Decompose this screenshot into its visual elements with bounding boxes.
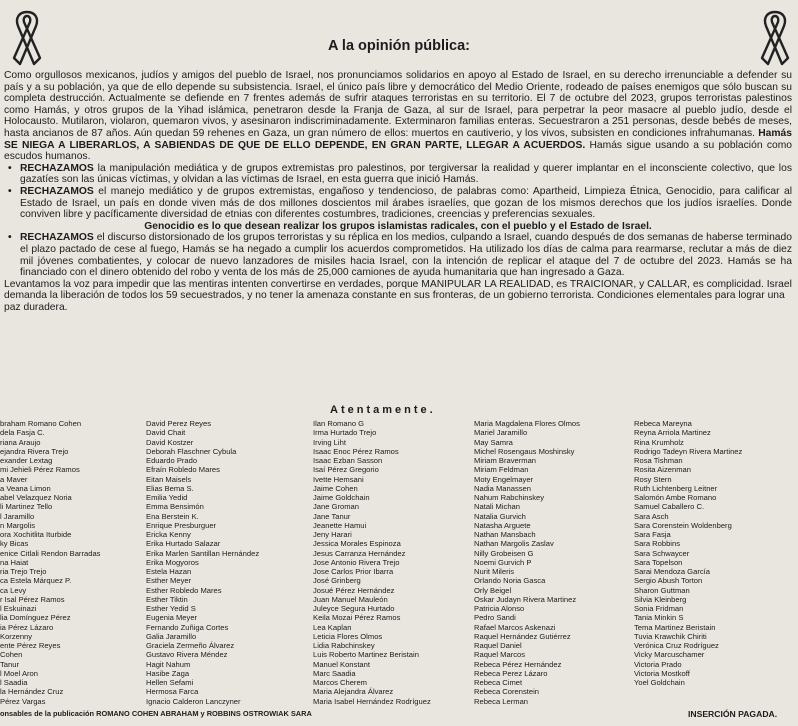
signatory-name: Deborah Flaschner Cybula bbox=[146, 446, 237, 456]
signatory-name: Noemi Gurvich P bbox=[474, 557, 532, 567]
signatory-name: David Perez Reyes bbox=[146, 419, 211, 428]
signatory-name: Jose Antonio Rivera Trejo bbox=[313, 557, 400, 567]
signatory-name: Lidia Rabchinskey bbox=[313, 641, 375, 650]
signatory-name: Rebeca Perez Lázaro bbox=[474, 668, 548, 678]
signatory-name: Samuel Caballero C. bbox=[634, 502, 705, 512]
signatory-name: Verónica Cruz Rodríguez bbox=[634, 641, 719, 650]
signatory-name: Cohen bbox=[0, 650, 23, 660]
signatory-name: l Moel Aron bbox=[0, 668, 38, 678]
signatory-name: Sara Asch bbox=[634, 511, 669, 521]
signatory-name: Emma Bensimón bbox=[146, 502, 204, 512]
signatory-name: braham Romano Cohen bbox=[0, 419, 82, 428]
signatory-name: Eugenia Meyer bbox=[146, 613, 198, 623]
signatory-name: a Maver bbox=[0, 474, 28, 484]
signatory-name: Isaí Pérez Gregorio bbox=[313, 465, 379, 475]
signatory-name: Tuvia Krawchik Chiriti bbox=[634, 631, 707, 641]
signatory-name: Tania Minkin S bbox=[634, 613, 684, 623]
signatory-name: Manuel Konstant bbox=[313, 659, 370, 669]
signatory-name: ora Xochitlita Iturbide bbox=[0, 530, 72, 539]
signatory-name: Jaime Cohen bbox=[313, 483, 358, 493]
signatory-name: Nurit Mileris bbox=[474, 567, 515, 576]
signatory-name: Nathan Margolis Zaslav bbox=[474, 539, 554, 549]
signature-column-1 bbox=[0, 419, 100, 706]
signatory-name: Sarai Mendoza García bbox=[634, 567, 710, 576]
intro-end-text: Hamás sigue usando a su población como escudos humanos. bbox=[4, 139, 792, 163]
signatory-name: Raquel Daniel bbox=[474, 641, 522, 650]
signatory-name: la Hernández Cruz bbox=[0, 687, 64, 697]
signatory-name: Tema Martinez Beristain bbox=[634, 622, 716, 632]
signatory-name: n Margolis bbox=[0, 520, 36, 530]
signatory-name: ria Trejo Trejo bbox=[0, 567, 47, 576]
signatory-name: Rodrigo Tadeyn Rivera Martinez bbox=[634, 446, 743, 456]
signatory-name: Nadia Manassen bbox=[474, 483, 531, 493]
signatory-name: Irving Liht bbox=[313, 437, 346, 447]
intro-text: Como orgullosos mexicanos, judíos y amigos del pueblo de Israel, nos pronunciamos solidarios en apoyo al Estado de Israel, en su derecho irrenunciable a defender su país y a su población, ya que de ello depende su subsistencia. Israel, el único país libre y democrático del Medio Oriente, rodeado de países enemigos que sólo buscan su completa destrucción. Actualmente se defiende en 7 frentes además de sufrir ataques terroristas en su territorio. El 7 de octubre del 2023, grupos terroristas palestinos como Hamás, y otros grupos de la Yihad islámica, penetraron desde la Franja de Gaza, al sur de Israel, para perpetrar la peor masacre al pueblo judío, desde el Holocausto. Mutilaron, violaron, quemaron vivos, y asesinaron indiscriminadamente. Exterminaron familias enteras. Secuestraron a 251 personas, desde bebés de meses, hasta ancianos de 87 años. Aún quedan 59 rehenes en Gaza, un gran número de ellos: muertos en cautiverio, y los vivos, subsisten en condiciones infrahumanas. bbox=[4, 70, 792, 139]
signatory-name: Miriam Feldman bbox=[474, 465, 529, 475]
signatory-name: Marc Saadia bbox=[313, 668, 356, 678]
signatory-name: Juan Manuel Mauleón bbox=[313, 594, 388, 604]
signatory-name: ia Pérez Lázaro bbox=[0, 622, 54, 632]
signatory-name: Marcos Cherem bbox=[313, 678, 368, 687]
rejection-item-3: • RECHAZAMOS el discurso distorsionado de los grupos terroristas y su réplica en los medios, culpando a Israel, cuando después de dos semanas de haberse terminado el plazo pactado de cese al fuego, Hamás se ha negado a cumplir los acuerdos comprometidos. Ha utilizado los días de calma para rearmarse, reclutar a más de diez mil jóvenes combatientes, y colocar de nuevo lanzadores de misiles hacia Israel, con la intención de replicar el ataque del 7 de octubre del 2023. Hamás se ha financiado con el dinero obtenido del robo y venta de los más de 25,000 camiones de ayuda humanitaria que han ingresado a Gaza. bbox=[8, 232, 792, 279]
signatory-name: Nathan Mansbach bbox=[474, 530, 536, 539]
signatory-name: Efraín Robledo Mares bbox=[146, 465, 220, 475]
signatory-name: David Kostzer bbox=[146, 437, 194, 447]
signatory-name: Silvia Kleinberg bbox=[634, 594, 687, 604]
signatory-name: Ruth Lichtenberg Leitner bbox=[634, 483, 718, 493]
signatory-name: ente Pérez Reyes bbox=[0, 641, 61, 650]
signatory-name: Rosy Stern bbox=[634, 474, 672, 484]
signatory-name: Fernando Zuñiga Cortes bbox=[146, 622, 229, 632]
signatory-name: Jose Carlos Prior Ibarra bbox=[313, 567, 394, 576]
signatory-name: Rebeca Corenstein bbox=[474, 687, 540, 697]
signatory-name: Sara Schwaycer bbox=[634, 548, 690, 558]
publication-credit: onsables de la publicación ROMANO COHEN ABRAHAM y ROBBINS OSTROWIAK SARA bbox=[0, 709, 312, 718]
rejection-lead: RECHAZAMOS bbox=[20, 185, 94, 197]
signatory-name: Erika Marlen Santillan Hernández bbox=[146, 548, 260, 558]
signatory-name: Sara Corenstein Woldenberg bbox=[634, 520, 732, 530]
page-title: A la opinión pública: bbox=[327, 38, 471, 54]
signatory-name: ky Bicas bbox=[0, 539, 29, 549]
signatory-name: Jaime Goldchain bbox=[313, 493, 370, 502]
signatory-name: Natasha Arguete bbox=[474, 520, 531, 530]
signatory-name: Esther Meyer bbox=[146, 576, 192, 586]
intro-paragraph bbox=[4, 70, 792, 163]
signature-column-4 bbox=[474, 419, 580, 706]
signatory-name: Erika Mogyoros bbox=[146, 557, 199, 567]
signatory-name: Jessica Morales Espinoza bbox=[313, 539, 401, 549]
rejection-text: el discurso distorsionado de los grupos terroristas y su réplica en los medios, culpando a Israel, cuando después de dos semanas de haberse terminado el plazo pactado de cese al fuego, Hamás se ha negado a cumplir los acuerdos comprometidos. Ha utilizado los días de calma para rearmarse, reclutar a más de diez mil jóvenes combatientes, y colocar de nuevo lanzadores de misiles hacia Israel, con la intención de replicar el ataque del 7 de octubre del 2023. Hamás se ha financiado con el dinero obtenido del robo y venta de los más de 25,000 camiones de ayuda humanitaria que han ingresado a Gaza. bbox=[20, 232, 792, 279]
signatory-name: May Samra bbox=[474, 437, 513, 447]
signatory-name: Elias Bema S. bbox=[146, 483, 194, 493]
signatory-name: na Haiat bbox=[0, 557, 29, 567]
signatory-name: Ignacio Calderon Lanczyner bbox=[146, 696, 241, 706]
signatory-name: Ilan Romano G bbox=[313, 419, 365, 428]
signatory-name: Salomón Ambe Romano bbox=[634, 493, 717, 502]
signature-column-2 bbox=[146, 419, 259, 706]
signatory-name: Jeny Harari bbox=[313, 530, 352, 539]
intro-bold-text: Hamás SE NIEGA A LIBERARLOS, A SABIENDAS DE QUE DE ELLO DEPENDE, EN GRAN PARTE, LLEGAR A ACUERDOS. bbox=[4, 127, 792, 151]
signatory-name: Raquel Marcos bbox=[474, 650, 526, 660]
signatory-name: Yoel Goldchain bbox=[634, 678, 685, 687]
signatory-name: Hasibe Zaga bbox=[146, 668, 190, 678]
signatory-name: Orlando Noria Gasca bbox=[474, 576, 546, 586]
signatory-name: abel Velazquez Noria bbox=[0, 493, 72, 502]
signatory-name: Tanur bbox=[0, 659, 19, 669]
signatory-name: Ivette Hemsani bbox=[313, 474, 364, 484]
signatory-name: ca Estela Márquez P. bbox=[0, 576, 72, 586]
signatory-name: Gustavo Rivera Méndez bbox=[146, 650, 228, 660]
signatory-name: ejandra Rivera Trejo bbox=[0, 446, 69, 456]
signatory-name: Juleyce Segura Hurtado bbox=[313, 604, 395, 613]
signatory-name: Esther Robledo Mares bbox=[146, 585, 222, 595]
signatory-name: enice Citlali Rendon Barradas bbox=[0, 548, 101, 558]
signatory-name: Esther Tiktin bbox=[146, 594, 188, 604]
signatory-name: Maria Isabel Hernández Rodríguez bbox=[313, 696, 431, 706]
signatory-name: Nilly Grobeisen G bbox=[474, 548, 534, 558]
signatory-name: Rebeca Mareyna bbox=[634, 419, 692, 428]
signatory-name: Victoria Mostkoff bbox=[634, 668, 690, 678]
signatory-name: Leticia Flores Olmos bbox=[313, 631, 383, 641]
rejection-lead: RECHAZAMOS bbox=[20, 232, 94, 244]
signatory-name: l Saadia bbox=[0, 678, 28, 687]
signatory-name: Maria Magdalena Flores Olmos bbox=[474, 419, 580, 428]
signatory-name: Jane Tanur bbox=[313, 511, 351, 521]
signatory-name: Jeanette Hamui bbox=[313, 520, 367, 530]
signatory-name: Irma Hurtado Trejo bbox=[313, 428, 377, 438]
signatory-name: a Veana Limon bbox=[0, 483, 51, 493]
signatory-name: Eduardo Prado bbox=[146, 456, 198, 465]
signatory-name: Graciela Zermeño Álvarez bbox=[146, 641, 235, 650]
closing-paragraph: Levantamos la voz para impedir que las mentiras intenten convertirse en verdades, porque MANIPULAR LA REALIDAD, es TRAICIONAR, y CALLAR, es complicidad. Israel demanda la liberación de todos los 59 secuestrados, y no tener la amenaza constante en sus fronteras, de un gobierno terrorista. Condiciones elementales para lograr una paz duradera. bbox=[4, 278, 792, 313]
letter-body bbox=[4, 70, 792, 313]
signature-column-3 bbox=[313, 419, 431, 706]
signatory-name: exander Lextag bbox=[0, 456, 53, 465]
rejection-item-1: • RECHAZAMOS la manipulación mediática y de grupos extremistas pro palestinos, por tergiversar la realidad y querer implantar en el inconsciente colectivo, que los gazatíes son las únicas víctimas, y olvidan a las víctimas de Israel, en esta guerra que inició Hamás. bbox=[8, 162, 792, 186]
signatory-name: r Isal Pérez Ramos bbox=[0, 594, 65, 604]
signatory-name: Orly Beigel bbox=[474, 585, 512, 595]
signatory-name: Natalia Gurvich bbox=[474, 511, 526, 521]
signatory-name: Natali Michan bbox=[474, 502, 521, 512]
signatory-name: Rebeca Lerman bbox=[474, 696, 529, 706]
signatory-name: Reyna Arriola Martinez bbox=[634, 428, 711, 438]
rejection-text: el manejo mediático y de grupos extremistas, engañoso y tendencioso, de palabras como: Apartheid, Limpieza Étnica, Genocidio, para calificar al Estado de Israel, un país en donde viven más de dos millones doscientos mil árabes israelíes, que gozan de los mismos derechos que los judíos israelíes. Donde conviven libre y pacíficamente diversidad de etnias con diferentes costumbres, tradiciones, creencias y preferencias sexuales. bbox=[20, 185, 792, 221]
signatory-name: Isaac Enoc Pérez Ramos bbox=[313, 446, 399, 456]
signatory-name: Ericka Kenny bbox=[146, 530, 191, 539]
signatory-name: Josué Pérez Hernández bbox=[313, 585, 395, 595]
signatory-name: Isaac Ezban Sasson bbox=[313, 456, 383, 465]
signatory-name: dela Fasja C. bbox=[0, 428, 45, 438]
signatory-name: Pérez Vargas bbox=[0, 696, 46, 706]
signatory-name: Jesus Carranza Hernández bbox=[313, 548, 406, 558]
signatory-name: Oskar Judayn Rivera Martinez bbox=[474, 594, 577, 604]
signatory-name: Sergio Abush Torton bbox=[634, 576, 703, 586]
signatory-name: Ena Berstein K. bbox=[146, 511, 199, 521]
paid-insertion-label: INSERCIÓN PAGADA. bbox=[688, 709, 778, 719]
signatory-name: Enrique Presburguer bbox=[146, 520, 217, 530]
signatory-name: ca Levy bbox=[0, 585, 27, 595]
signatory-name: Rosita Aizenman bbox=[634, 465, 691, 475]
signatory-name: Rebeca Pérez Hernández bbox=[474, 659, 562, 669]
signatory-name: Esther Yedid S bbox=[146, 604, 196, 613]
signatory-name: Luis Roberto Martinez Beristain bbox=[313, 650, 419, 660]
signatory-name: Jane Groman bbox=[313, 502, 360, 512]
signatory-name: Korzenny bbox=[0, 631, 33, 641]
signatory-name: Vicky Marcuschamer bbox=[634, 650, 705, 660]
signatory-name: Keila Mozai Pérez Ramos bbox=[313, 613, 401, 623]
signatory-name: lia Domínguez Pérez bbox=[0, 613, 71, 623]
signatory-name: Victoria Prado bbox=[634, 659, 682, 669]
signatory-name: Galia Jaramillo bbox=[146, 631, 197, 641]
genocide-statement: Genocidio es lo que desean realizar los grupos islamistas radicales, con el pueblo y el Estado de Israel. bbox=[144, 220, 652, 232]
signatory-name: Eitan Maisels bbox=[146, 474, 192, 484]
signatory-name: José Grinberg bbox=[313, 576, 361, 586]
rejection-item-2: • RECHAZAMOS el manejo mediático y de grupos extremistas, engañoso y tendencioso, de palabras como: Apartheid, Limpieza Étnica, Genocidio, para calificar al Estado de Israel, un país en donde viven más de dos millones doscientos mil árabes israelíes, que gozan de los mismos derechos que los judíos israelíes. Donde conviven libre y pacíficamente diversidad de etnias con diferentes costumbres, tradiciones, creencias y preferencias sexuales. bbox=[8, 185, 792, 221]
signatory-name: Michel Rosengaus Moshinsky bbox=[474, 446, 575, 456]
signatory-name: Hermosa Farca bbox=[146, 687, 199, 697]
signatory-name: Erika Hurtado Salazar bbox=[146, 539, 221, 549]
rejection-text: la manipulación mediática y de grupos extremistas pro palestinos, por tergiversar la realidad y querer implantar en el inconsciente colectivo, que los gazatíes son las únicas víctimas, y olvidan a las víctimas de Israel, en esta guerra que inició Hamás. bbox=[20, 162, 792, 186]
signatory-name: Hagit Nahum bbox=[146, 659, 191, 669]
signatory-name: Moty Engelmayer bbox=[474, 474, 534, 484]
signatory-name: Sara Robbins bbox=[634, 539, 681, 549]
rejection-lead: RECHAZAMOS bbox=[20, 162, 94, 174]
signatory-name: Sharon Guttman bbox=[634, 585, 690, 595]
signatory-name: Mariel Jaramillo bbox=[474, 428, 528, 438]
signatory-name: li Martinez Tello bbox=[0, 502, 53, 512]
signatory-name: Rosa Tishman bbox=[634, 456, 683, 465]
signatory-name: Emilia Yedid bbox=[146, 493, 188, 502]
signatory-name: Raquel Hernández Gutiérrez bbox=[474, 631, 571, 641]
signatory-name: l Jaramillo bbox=[0, 511, 35, 521]
signatory-name: Sara Fasja bbox=[634, 530, 671, 539]
signatory-name: Patricia Alonso bbox=[474, 604, 525, 613]
signatory-name: mi Jehieli Pérez Ramos bbox=[0, 465, 80, 475]
signatory-name: Rebeca Cimet bbox=[474, 678, 523, 687]
signatory-name: Sonia Fridman bbox=[634, 604, 684, 613]
signatory-name: Rafael Marcos Askenazi bbox=[474, 622, 556, 632]
signatory-name: Estela Hazan bbox=[146, 567, 192, 576]
signatory-name: Nahum Rabchinskey bbox=[474, 493, 545, 502]
signatory-name: Hellen Sefami bbox=[146, 678, 194, 687]
signatory-name: Lea Kaplan bbox=[313, 622, 352, 632]
signatory-name: l Eskuinazi bbox=[0, 604, 37, 613]
sign-off: Atentamente. bbox=[330, 404, 436, 416]
signatory-name: Pedro Sandi bbox=[474, 613, 516, 623]
signatory-name: Maria Alejandra Álvarez bbox=[313, 687, 394, 697]
signatory-name: Miriam Braverman bbox=[474, 456, 537, 465]
signatory-name: Sara Topelson bbox=[634, 557, 683, 567]
signatory-name: Rina Krumholz bbox=[634, 437, 684, 447]
signature-column-5 bbox=[634, 419, 742, 687]
signatory-name: riana Araujo bbox=[0, 437, 41, 447]
signatory-name: David Chait bbox=[146, 428, 186, 438]
